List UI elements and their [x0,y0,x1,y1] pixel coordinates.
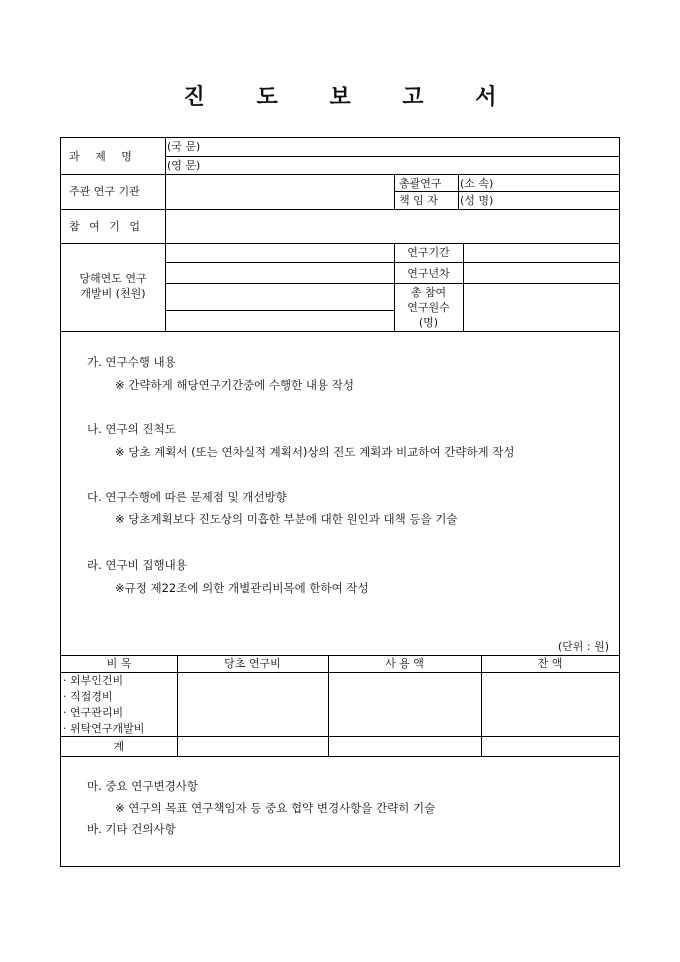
pi-name-label: (성 명) [460,194,494,207]
unit-label: (단위 : 원) [557,640,609,653]
section-heading: 가. 연구수행 내용 [87,355,176,369]
section-note: ※ 당초계획보다 진도상의 미흡한 부분에 대한 원인과 대책 등을 기술 [115,512,458,526]
progress-report-form [60,137,620,867]
pi-label-line2: 책 임 자 [399,194,438,207]
project-name-korean-label: (국 문) [167,140,201,153]
section-note: ※ 당초 계획서 (또는 연차실적 계획서)상의 진도 계획과 비교하여 간략하게 작성 [115,445,515,459]
document-title: 진 도 보 고 서 [183,84,519,110]
expense-item: · 외부인건비 [63,674,124,687]
research-year-label: 연구년차 [407,267,450,280]
expense-header-balance: 잔 액 [537,657,563,670]
researchers-label-line3: (명) [418,316,439,329]
expense-header-original: 당초 연구비 [224,657,281,670]
budget-label-line1: 당해연도 연구 [79,272,147,285]
section-heading: 라. 연구비 집행내용 [87,558,187,572]
expense-header-used: 사 용 액 [385,657,424,670]
section-heading: 나. 연구의 진척도 [87,422,176,436]
researchers-label-line1: 총 참여 [410,286,447,299]
participating-company-label: 참 여 기 업 [69,220,143,233]
changes-note: ※ 연구의 목표 연구책임자 등 중요 협약 변경사항을 간략히 기술 [115,801,436,815]
expense-item: · 연구관리비 [63,706,124,719]
budget-label-line2: 개발비 (천원) [80,287,146,300]
expense-total-label: 계 [113,740,125,753]
changes-heading: 마. 중요 연구변경사항 [87,779,198,793]
host-institution-label: 주관 연구 기관 [69,185,140,198]
section-note: ※규정 제22조에 의한 개별관리비목에 한하여 작성 [115,581,369,595]
expense-item: · 위탁연구개발비 [63,722,145,735]
researchers-label-line2: 연구원수 [407,301,450,314]
other-heading: 바. 기타 건의사항 [87,822,176,836]
expense-item: · 직접경비 [63,690,113,703]
pi-affiliation-label: (소 속) [460,177,494,190]
project-name-label: 과 제 명 [69,150,138,163]
project-name-english-label: (영 문) [167,159,201,172]
pi-label-line1: 총괄연구 [399,177,442,190]
section-note: ※ 간략하게 해당연구기간중에 수행한 내용 작성 [115,378,354,392]
research-period-label: 연구기간 [407,246,450,259]
section-heading: 다. 연구수행에 따른 문제점 및 개선방향 [87,490,287,504]
expense-header-item: 비 목 [106,657,132,670]
